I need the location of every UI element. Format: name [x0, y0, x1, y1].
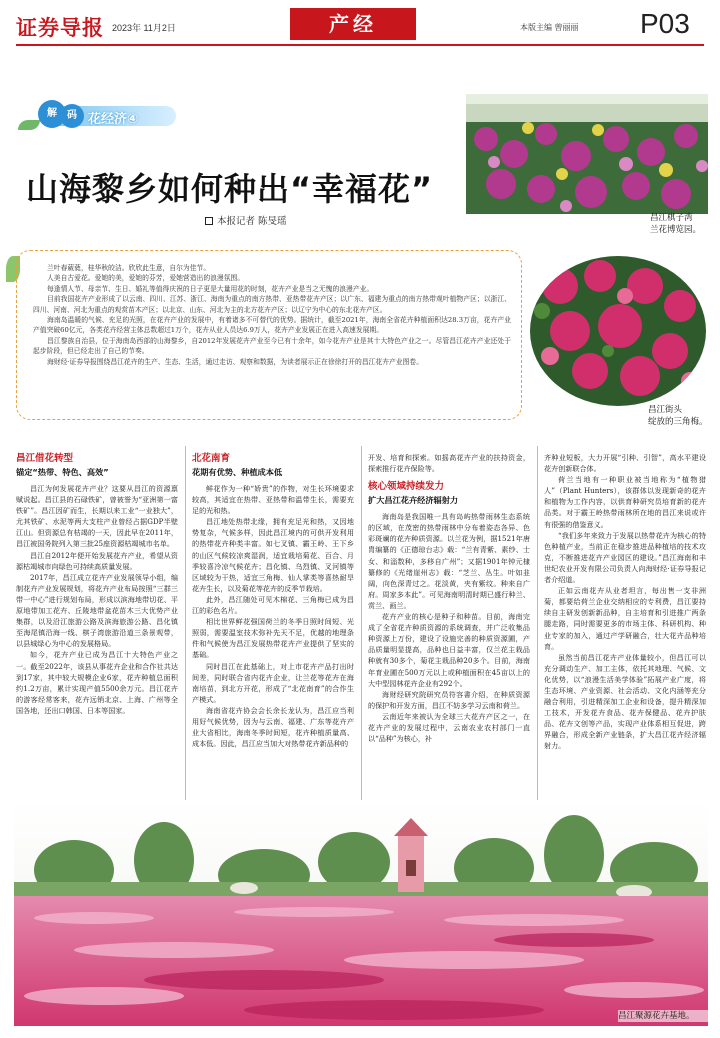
caption-photo-3-text: 昌江聚源花卉基地。 [618, 1011, 695, 1021]
page-number: P03 [640, 8, 690, 39]
caption-photo-1 [650, 212, 710, 236]
byline [205, 213, 287, 227]
body-paragraph: 齐种业短板，大力开展“引种、引智”，高水平建设花卉创新联合体。 [544, 453, 706, 474]
lead-paragraph: 人美自古爱花。爱她的美，爱她的芬芳，爱她营造出的浪漫氛围。 [47, 274, 245, 283]
caption-photo-1-line: 昌江棋子湾 [650, 213, 693, 223]
body-paragraph: 同时昌江在此基础上，对上市花卉产品打出时间差，同时联合省内花卉企业，让兰花等花卉在海南培苗，到北方开花，形成了“北花南育”的合作生产模式。 [192, 661, 354, 704]
lead-paragraph: 海南岛温暖的气候、充足的光照，在花卉产业的发展中，有着诸多不可替代的优势。据统计，截至2021年，海南全省花卉种植面积达28.3万亩，花卉产业产值突破60亿元，各类花卉经营主体总数超过1万个，花卉从业人员达6.9万人，花卉产业发展正在进入高速发展期。 [33, 316, 511, 335]
masthead-rule [16, 44, 704, 46]
editor-line: 本版主编 曾丽丽 [520, 23, 579, 32]
body-paragraph: 此外，昌江随处可见木棉花、三角梅已成为昌江的彩色名片。 [192, 594, 354, 616]
paper-name: 证券导报 [16, 16, 104, 40]
caption-photo-2-line: 昌江街头 [648, 405, 683, 415]
photo-flower-field [14, 800, 708, 1026]
section-title: 昌江借花转型 [16, 453, 74, 464]
body-paragraph: 云南近年来被认为全球三大花卉产区之一，在花卉产业的发展过程中，云南农业农村部门一直以“品种”为核心，补 [368, 711, 530, 744]
body-paragraph: 如今，花卉产业已成为昌江十大特色产业之一。截至2022年，该县从事花卉企业和合作社共达到17家，其中较大规模企业6家，花卉种植总面积约1.2万亩，累计实现产值5500余万元。昌江花卉的游客经常客来，花卉远销北京、上海、广州等全国各地，还出口韩国、日本等国家。 [16, 650, 178, 715]
caption-photo-2-line: 绽放的三角梅。 [648, 417, 708, 427]
body-paragraph: 鲜花作为一种“娇贵”的作物，对生长环境要求较高，其适宜在热带、亚热带和温带生长，需要充足的光和热。 [192, 484, 354, 516]
badge-char-2: 码 [60, 104, 84, 128]
caption-photo-1-line: 兰花博览园。 [650, 225, 702, 235]
body-paragraph: 正如云南花卉从业者坦言，每出售一支非洲菊，都要给荷兰企业交纳相应的专利费，昌江要持续自主研发创新新品种，自主培育和引进推广两条腿走路，同时需要更多的市场主体、科研机构、种业专家的加入，通过产学研融合，壮大花卉品种培育。 [544, 586, 706, 651]
headline: 山海黎乡如何种出“幸福花” [26, 170, 434, 208]
body-paragraph: 开发、培育和探索。如摇高花卉产业的扶持资金，探索推行花卉保险等。 [368, 453, 530, 474]
section-subtitle: 锚定“热带、特色、高效” [16, 467, 109, 477]
square-icon [205, 217, 213, 225]
caption-photo-2 [648, 404, 710, 428]
column-1 [16, 452, 178, 716]
section-tab: 产经 [290, 8, 416, 40]
lead-paragraph: 目前我国花卉产业形成了以云南、四川、江苏、浙江、海南为重点的南方热带、亚热带花卉产区；以广东、福建为重点的南方热带观叶植物产区；以浙江、四川、河南、河北为重点的观赏苗木产区；以北京、山东、河北为主的北方花卉产区；以辽宁为中心的东北花卉产区。 [33, 295, 511, 314]
lead-paragraph: 海财经·证券导报围绕昌江花卉的生产、生态、生活，通过走访、观察和数据，为读者展示正在徐徐打开的昌江花卉产业图卷。 [47, 357, 423, 366]
lead-paragraph: 每逢情人节、母亲节、生日、婚礼等值得庆祝的日子更是大量用花的时刻，花卉产业是当之无愧的浪漫产业。 [47, 284, 374, 293]
column-4 [544, 452, 706, 752]
column-rule [537, 446, 538, 806]
body-paragraph: 昌江自2012年便开始发展花卉产业，希望从资源枯竭城市向绿色可持续高质量发展。 [16, 550, 178, 571]
body-paragraph: 昌江为何发展花卉产业？这要从昌江的资源禀赋说起。昌江县的石碌铁矿，曾被誉为“亚洲第一富铁矿”。昌江因矿而生，长期以来工业“一业独大”，尤其铁矿、水泥等两大支柱产业曾经占据GDP半壁江山。但资源总有枯竭的一天，因此早在2011年，昌江被国务院列入第三批25座资源枯竭城市名单。 [16, 484, 178, 549]
body-paragraph: 2017年，昌江成立花卉产业发展领导小组，编制花卉产业发展规划，将花卉产业布局按照“三群三带一中心”进行规划布局，形成以滨海地带切花、平原地带加工花卉、丘陵地带盆花苗木三大优势产业集群，以及沿江旅游公路及滨海旅游公路、昌化镇至海尾镇沿海一线、棋子湾旅游沿道三条景观带，以县城绿心为中心的发展格局。 [16, 572, 178, 649]
issue-date: 2023年 11月2日 [112, 23, 176, 33]
section-subtitle: 扩大昌江花卉经济辐射力 [368, 495, 459, 506]
caption-photo-3 [618, 1010, 710, 1022]
column-3 [368, 452, 530, 744]
byline-text: 本报记者 陈旻瑶 [217, 216, 287, 227]
section-subtitle: 花期有优势、种植成本低 [192, 467, 283, 477]
badge-label: 花经济④ [88, 112, 139, 127]
body-paragraph: 荷兰当地有一种职业被当地称为“植物猎人”（Plant Hunters），该群体以发现新奇的花卉和植物为工作内容，以供育种研究员培育新的花卉品类。对于霸王岭热带雨林所在地的昌江来说或许有很强的借鉴意义。 [544, 475, 706, 529]
body-paragraph: 海财经研究院研究员符容書介绍，在种质资源的保护和开发方面，昌江不妨多学习云南和荷兰。 [368, 689, 530, 710]
body-paragraph: 海南岛是我国唯一具有岛屿热带雨林生态系统的区域，在茂密的热带雨林中分布着姿态各异、色彩斑斓的花卉种质资源。以兰花为例，据1521年唐胄编纂的《正德琼台志》载：“兰有青紫、素纱、士女、和淄数种，多移自广州”；又据1901年钟元棣纂修的《光绪崖州志》载：“芝兰、丛生。叶如韭阔，向色深青过之。花淡黄，夹有紫纹。种来自广府。周家多本此”。可见海南明清时期已盛行种兰、赏兰、画兰。 [368, 512, 530, 610]
body-paragraph: “我们多年来致力于发展以热带花卉为核心的特色种植产业，当前正在稳步推进品种植培的技术攻克，不断推进花卉产业园区的建设。”昌江海南和丰世纪农业开发有限公司负责人向海财经·证券导报记者介绍道。 [544, 530, 706, 585]
column-2 [192, 452, 354, 749]
body-paragraph: 相比世界鲜花强国荷兰的冬季日照时间短、光照弱，需要温室技术弥补先天不足，优越的地理条件和气候使为昌江发展热带花卉产业提供了坚实的基础。 [192, 617, 354, 660]
body-paragraph: 花卉产业的核心是种子和种苗。目前，海南完成了全省花卉种质资源的系统调查，并广泛收集品种资源上万份，建设了设施完善的种质资源圃，产品质量明显提高，品种也日益丰富，仅兰花主栽品种就有30多个，菊花主栽品种20多个。目前，海南年育业圃在500万元以上或种植面积在45亩以上的大中型园林花卉企业有292个。 [368, 612, 530, 688]
section-title: 核心领域持续发力 [368, 481, 445, 493]
lead-paragraph: 昌江黎族自治县，位于海南岛西部的山海黎乡，自2012年发展花卉产业至今已有十余年，如今花卉产业是其十大特色产业之一。尽管昌江花卉产业还处于起步阶段，但已经走出了自己的节奏。 [33, 336, 511, 356]
lead-box [16, 250, 522, 420]
leaf-icon [18, 120, 40, 130]
series-badge [18, 100, 168, 134]
body-paragraph: 虽然当前昌江花卉产业体量较小，但昌江可以充分调动生产、加工主体，依托其地理、气候、文化优势，以“浪漫生活美学体验”拓展产业广度，将生态环境、产业资源、社会活动、文化内涵等充分融合利用，引进精深加工企业和设备，提升精深加工技术，开发花卉食品、花卉保健品、花卉护肤品、花卉文创等产品，实现产业体系相互促进，跨界融合，形成全新产业链条，扩大昌江花卉经济辐射力。 [544, 652, 706, 751]
masthead [0, 0, 720, 52]
photo-orchid-expo [466, 94, 708, 214]
column-rule [185, 446, 186, 806]
body-paragraph: 海南省花卉协会会长余长龙认为，昌江应当利用好气候优势，因为与云南、福建、广东等花卉产业大省相比，海南冬季时间短，花卉种植质量高、成本低。因此，昌江应当加大对热带花卉新品种的 [192, 705, 354, 749]
photo-bougainvillea [530, 256, 706, 406]
body-paragraph: 昌江地处热带北缘，拥有充足光和热，又因地势复杂，气候多样，因此昌江境内的可供开发利用的热带花卉种类丰富。如七叉镇、霸王岭、王下乡的山区气候较凉爽湿润，适宜栽培菊花、百合、月季较喜冷凉气候花卉；昌化镇、乌烈镇、叉河镇等区域较为干热，适宜三角梅、仙人掌类等喜热耐旱花卉生长，以及菊花等花卉的反季节栽培。 [192, 517, 354, 593]
section-title: 北花南育 [192, 453, 231, 464]
badge-char-1: 解 [38, 100, 66, 128]
lead-paragraph: 兰叶春葳蕤，桂华秋皎洁。欣欣此生意，自尔为佳节。 [47, 264, 211, 272]
column-rule [361, 446, 362, 806]
